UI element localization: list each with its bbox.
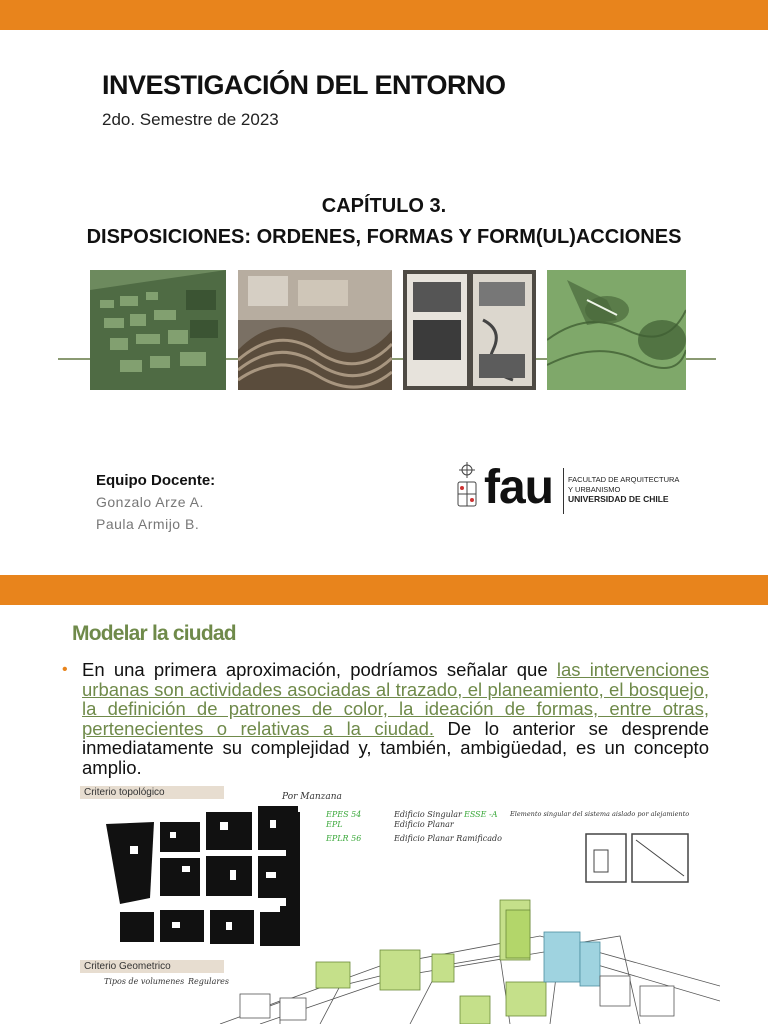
top-accent-bar — [0, 0, 768, 30]
section-heading: Modelar la ciudad — [72, 622, 236, 645]
logo-separator — [563, 468, 564, 514]
chapter-number: CAPÍTULO 3. — [321, 195, 447, 217]
page-title: INVESTIGACIÓN DEL ENTORNO — [102, 70, 506, 100]
figure-note: ESSE -A — [464, 810, 498, 819]
figure-note: Edificio Singular — [394, 810, 462, 819]
logo-line: FACULTAD DE ARQUITECTURA — [568, 475, 680, 484]
figure-note: Regulares — [188, 977, 230, 986]
photo-presentation-boards — [403, 270, 536, 390]
para-text: En una primera aproximación, podríamos señalar que — [82, 659, 557, 680]
logo-line: Y URBANISMO — [568, 485, 621, 494]
para-link[interactable]: las intervenciones urbanas son actividades asociadas al trazado, el planeamiento, el bosquejo, la definición de patrones de color, la ideación de formas, entre otras, pertenecientes o relativas a la ciudad. — [82, 659, 709, 739]
fau-logo-wordmark: fau — [484, 461, 553, 514]
figure-note: Elemento singular del sistema aislado por alejamiento — [510, 810, 690, 818]
photo-folded-model — [238, 270, 392, 390]
bullet-icon: • — [62, 661, 68, 678]
figure-label: Criterio Geometrico — [80, 960, 224, 973]
semester-subtitle: 2do. Semestre de 2023 — [102, 110, 279, 129]
team-member: Paula Armijo B. — [96, 516, 200, 532]
figure-note: EPES 54 — [326, 810, 362, 819]
team-member: Gonzalo Arze A. — [96, 494, 204, 510]
figure-label: Criterio topológico — [80, 786, 224, 799]
figure-drawing — [80, 786, 720, 1024]
figure-note: Edificio Planar — [394, 820, 454, 829]
figure-note: Tipos de volumenes — [104, 977, 185, 986]
team-label: Equipo Docente: — [96, 472, 216, 489]
body-paragraph — [82, 660, 709, 777]
university-seal-icon — [455, 462, 479, 521]
logo-line: UNIVERSIDAD DE CHILE — [568, 494, 669, 504]
slide2-accent-bar — [0, 575, 768, 605]
para-text: De lo anterior se desprende inmediatamente su complejidad y, también, ambigüedad, es un concepto amplio. — [82, 717, 709, 778]
chapter-title: DISPOSICIONES: ORDENES, FORMAS Y FORM(UL)ACCIONES — [86, 226, 682, 248]
figure-note: Edificio Planar Ramificado — [394, 834, 502, 843]
figure-note: EPLR 56 — [326, 834, 362, 843]
photo-hands-drawing — [547, 270, 686, 390]
urban-analysis-figure — [80, 786, 720, 1024]
photo-city-model — [90, 270, 226, 390]
figure-note: Por Manzana — [282, 792, 342, 802]
figure-note: EPL — [326, 820, 343, 829]
